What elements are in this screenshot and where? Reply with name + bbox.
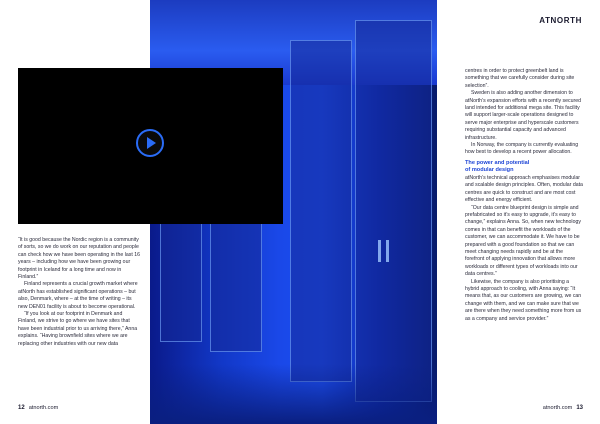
right-folio (543, 405, 583, 411)
server-rack-door (290, 40, 352, 382)
section-heading-line: The power and potential (465, 159, 530, 166)
brand-logo: ATNORTH (539, 16, 582, 25)
left-text-column (18, 237, 140, 348)
right-text-column (465, 68, 583, 323)
play-icon[interactable] (136, 129, 164, 157)
paragraph: In Norway, the company is currently evaluating how best to develop a recent power allocation. (465, 142, 579, 156)
section-heading (465, 160, 583, 174)
page-number: 13 (576, 405, 583, 411)
paragraph: Sweden is also adding another dimension to atNorth’s expansion efforts with a recently secured land intended for additional mega site. This facility will support larger-scale operations designed to serve major enterprise and hyperscale customers requiring substantial capacity and advanced infrastructure. (465, 90, 582, 141)
left-folio (18, 405, 58, 411)
door-handle (386, 240, 389, 262)
paragraph: “If you look at our footprint in Denmark and Finland, we strive to go where we have sites that have been industrial prior to us arriving there,” Anna explains. “Having brownfield sites where we are replacing other industries with our new data (18, 311, 138, 347)
paragraph: “Our data centre blueprint design is simple and prefabricated so it’s easy to upgrade, it’s easy to change,” explains Anna. So, when new technology comes in that can benefit the workloads of the customer, we can accommodate it. We have to be prepared with a good foundation so that we can meet changing needs rapidly and be at the forefront of applying innovation that allows more workloads or different types of workloads into our data centres.” (465, 204, 581, 278)
paragraph: Likewise, the company is also prioritising a hybrid approach to cooling, with Anna saying: “It means that, as our customers are growing, we can change with them, and we can make sure that we are there when they need something more from us as a company and service provider.” (465, 278, 582, 322)
site-link[interactable]: atnorth.com (28, 405, 59, 411)
paragraph: atNorth’s technical approach emphasises modular and scalable design principles. Often, modular data centres are quick to construct and are most cost effective and energy efficient. (465, 174, 583, 204)
server-rack-door (355, 20, 432, 402)
paragraph: Finland represents a crucial growth market where atNorth has established significant operations – but also, Denmark, where – at the time of writing – its new DEN01 facility is about to become operational. (18, 281, 138, 310)
door-handle (378, 240, 381, 262)
page-number: 12 (18, 405, 25, 411)
paragraph: “It is good because the Nordic region is a community of sorts, so we do work on our reputation and people can check how we have been operating in the last 16 years – including how we have been growing our footprint in Iceland for a long time and now in Finland.” (18, 237, 140, 281)
floor (150, 364, 437, 424)
paragraph: centres in order to protect greenbelt land is something that we carefully consider during site selection”. (465, 68, 575, 89)
section-heading-line: of modular design (465, 166, 514, 173)
site-link[interactable]: atnorth.com (542, 405, 573, 411)
